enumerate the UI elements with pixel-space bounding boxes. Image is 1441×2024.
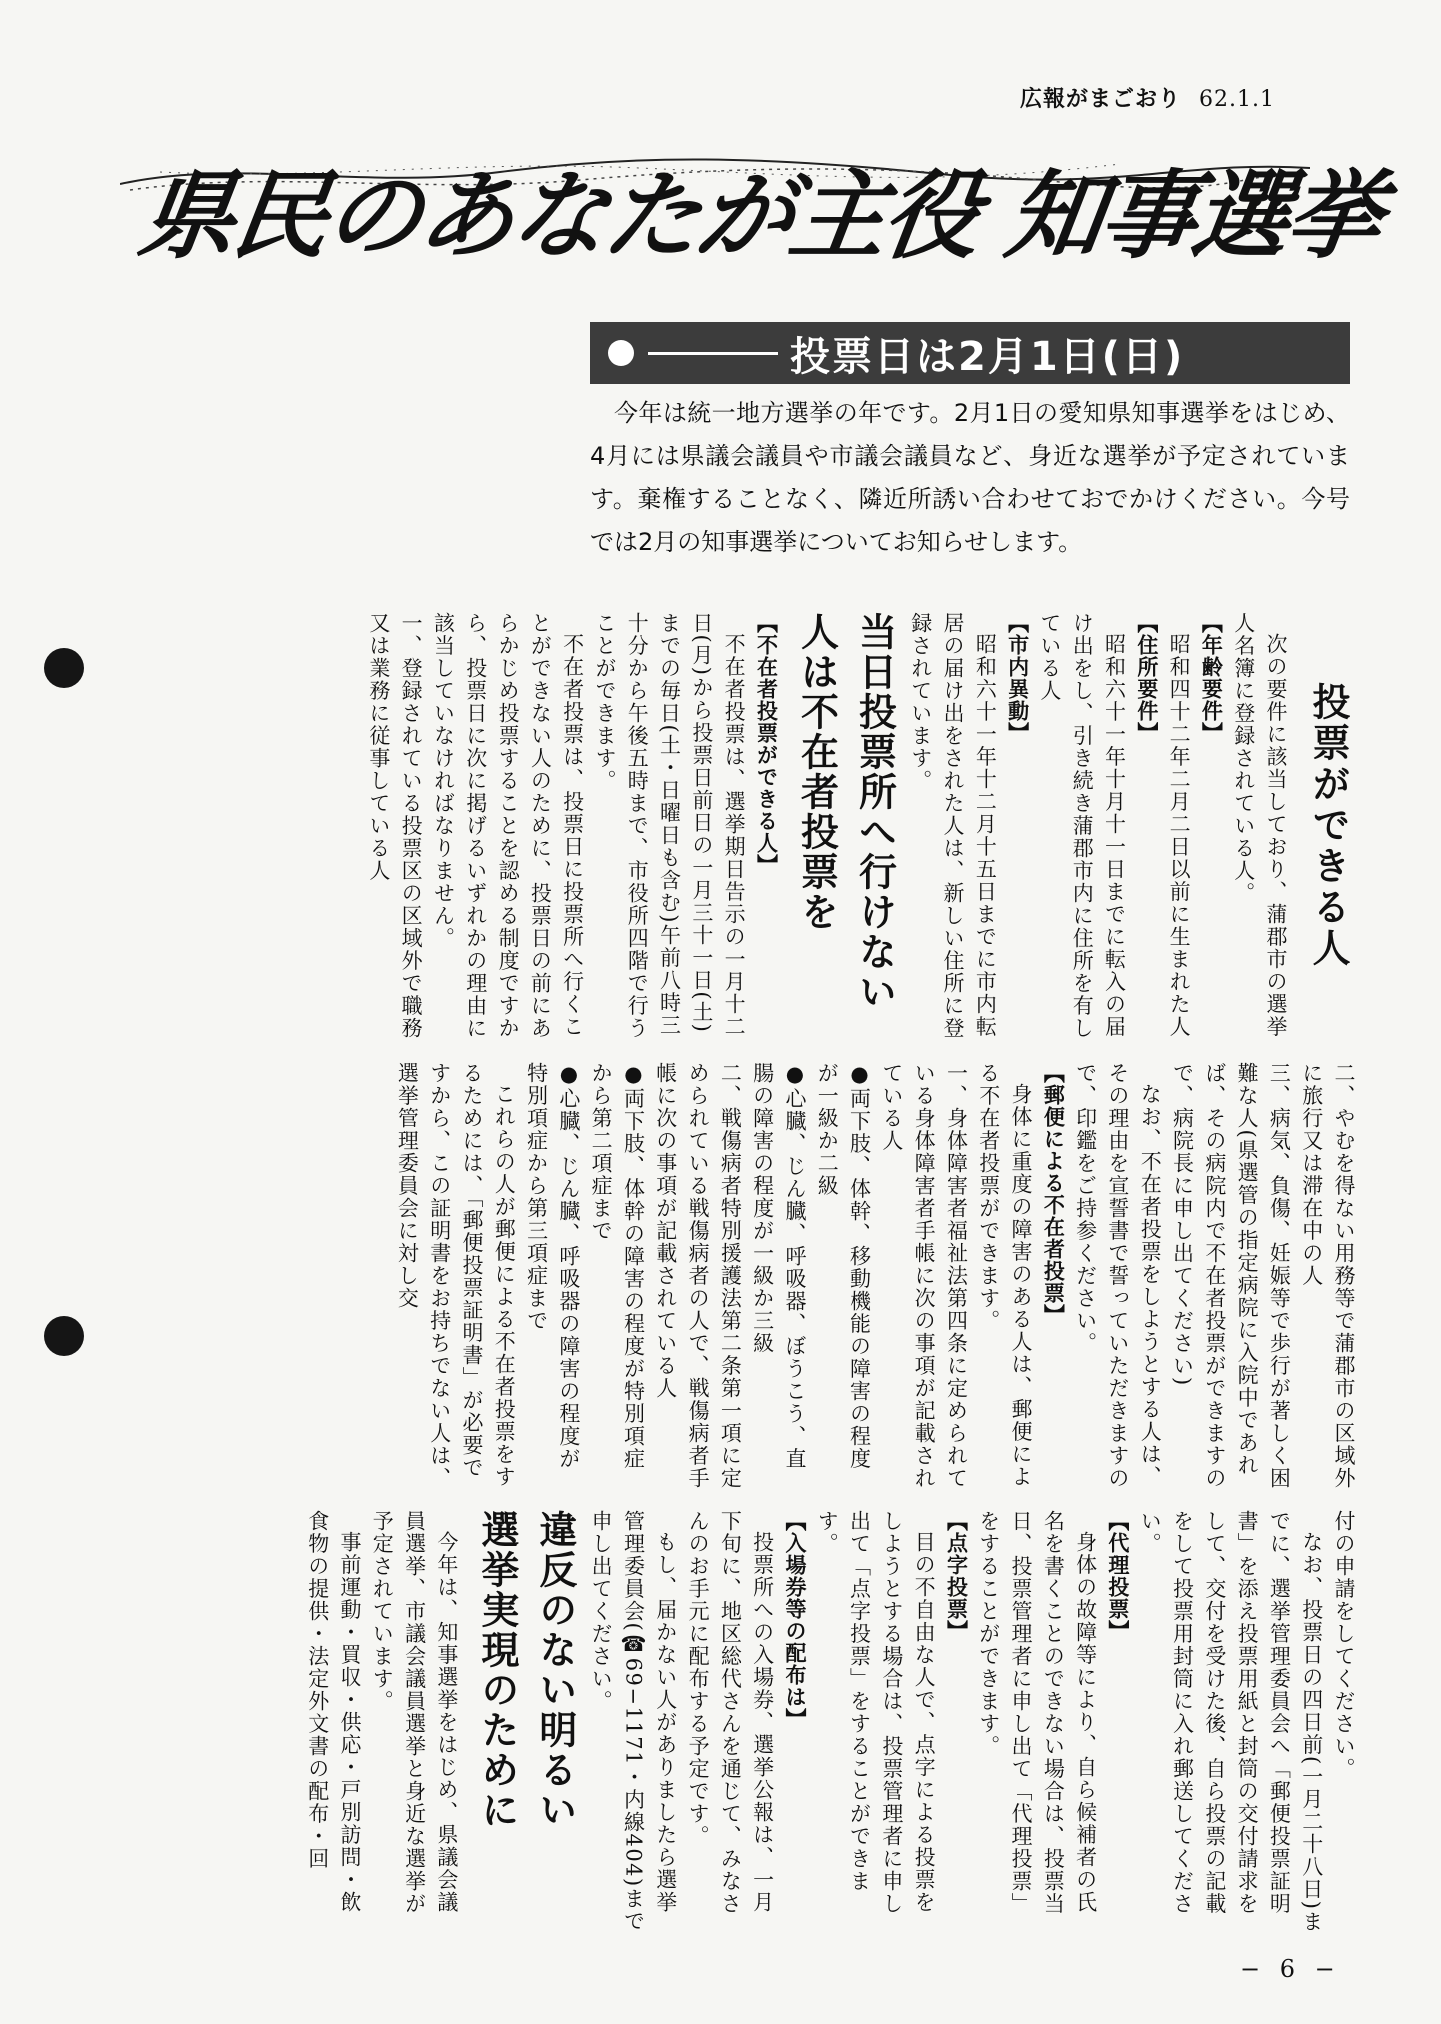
- page-title: 県民のあなたが主役 知事選挙: [132, 160, 1388, 272]
- postal-voting-text: 身体に重度の障害のある人は、郵便による不在者投票ができます。: [976, 1062, 1034, 1488]
- clean-election-text: 今年は、知事選挙をはじめ、県議会議員選挙、市議会議員選挙と身近な選挙が予定されています。: [370, 1510, 459, 1915]
- ticket-contact-text: もし、届かない人がありましたら選挙管理委員会(☎69−1171・内線404)まで申し出てください。: [589, 1510, 678, 1933]
- postal-certificate-text: これらの人が郵便による不在者投票をするためには、「郵便投票証明書」が必要ですから、この証明書をお持ちでない人は、選挙管理委員会に対し交: [395, 1062, 517, 1490]
- bullet-dot-icon: [608, 340, 634, 366]
- section-heading-eligible-voters: 投票ができる人: [1306, 682, 1350, 969]
- ticket-distribution-text: 投票所への入場券、選挙公報は、一月下旬に、地区総代さんを通じて、みなさんのお手元に配布する予定です。: [686, 1510, 775, 1915]
- clean-election-heading-line-2: 選挙実現のために: [474, 1510, 520, 1830]
- age-requirement-text: 昭和四十二年二月二日以前に生まれた人: [1167, 633, 1192, 1038]
- age-requirement-label: 【年齢要件】: [1199, 612, 1224, 744]
- address-requirement-text: 昭和六十一年十月十一日までに転入の届け出をし、引き続き蒲郡市内に住所を有している人: [1037, 612, 1127, 1040]
- article-band-3: [120, 1510, 1360, 1935]
- postal-certificate-continued: 付の申請をしてください。: [1332, 1510, 1356, 1780]
- intro-paragraph: 今年は統一地方選挙の年です。2月1日の愛知県知事選挙をはじめ、4月には県議会議員や市議会議員など、身近な選挙が予定されています。棄権することなく、隣近所誘い合わせておでかけください。今号では2月の知事選挙についてお知らせします。: [590, 399, 1350, 556]
- eligibility-lead: 次の要件に該当しており、蒲郡市の選挙人名簿に登録されている人。: [1231, 612, 1288, 1038]
- braille-voting-text: 目の不自由な人で、点字による投票をしようとする場合は、投票管理者に申し出て「点字投票」をすることができます。: [815, 1510, 937, 1915]
- postal-deadline-text: なお、投票日の四日前(一月二十八日)までに、選挙管理委員会へ「郵便投票証明書」を添え投票用紙と封筒の交付請求をして、交付を受けた後、自ら投票の記載をして投票用封筒に入れ郵送してください。: [1138, 1510, 1324, 1933]
- publication-name: 広報がまごおり: [1020, 87, 1182, 112]
- absentee-heading-line-2: 人は不在者投票を: [794, 612, 840, 932]
- election-date-banner: [590, 322, 1350, 384]
- binder-hole-icon: [44, 1316, 84, 1356]
- prohibited-activities-text: 事前運動・買収・供応・戸別訪問・飲食物の提供・法定外文書の配布・回: [305, 1510, 362, 1914]
- banner-rule: [648, 352, 778, 355]
- braille-voting-label: 【点字投票】: [944, 1510, 969, 1642]
- article-band-2: [120, 1062, 1360, 1492]
- absentee-eligible-label: 【不在者投票ができる人】: [754, 612, 779, 876]
- postal-condition-2: 二、戦傷病者特別援護法第二条第一項に定められている戦傷病者の人で、戦傷病者手帳に次の事項が記載されている人: [653, 1062, 743, 1490]
- absentee-reason-1: 一、登録されている投票区の区域外で職務又は業務に従事している人: [366, 612, 424, 1040]
- header: [1020, 82, 1275, 113]
- clean-election-heading-line-1: 違反のない明るい: [532, 1510, 578, 1830]
- absentee-reason-3: 三、病気、負傷、妊娠等で歩行が著しく困難な人(県選管の指定病院に入院中であれば、その病院内で不在者投票ができますので、病院長に申し出てください): [1170, 1062, 1292, 1490]
- absentee-reason-2: 二、やむを得ない用務等で蒲郡市の区域外に旅行又は滞在中の人: [1299, 1062, 1356, 1490]
- absentee-schedule-text: 不在者投票は、選挙期日告示の一月十二日(月)から投票日前日の一月三十一日(土)までの毎日(土・日曜日も含む)午前八時三十分から午後五時まで、市役所四階で行うことができます。: [592, 612, 747, 1040]
- oath-note: なお、不在者投票をしようとする人は、その理由を宣誓書で誓っていただきますので、印鑑をご持参ください。: [1073, 1062, 1163, 1490]
- page-number: − 6 −: [1240, 1955, 1341, 1983]
- proxy-voting-label: 【代理投票】: [1105, 1510, 1130, 1642]
- postal-condition-1: 一、身体障害者福祉法第四条に定められている身体障害者手帳に次の事項が記載されている人: [879, 1062, 969, 1490]
- article-band-1: [120, 612, 1360, 1042]
- absentee-heading-line-1: 当日投票所へ行けない: [852, 612, 898, 1012]
- address-requirement-label: 【住所要件】: [1134, 612, 1159, 744]
- proxy-voting-text: 身体の故障等により、自ら候補者の氏名を書くことのできない場合は、投票当日、投票管理者に申し出て「代理投票」をすることができます。: [976, 1510, 1098, 1915]
- postal-bullet-2: ●心臓、じん臓、呼吸器、ぼうこう、直腸の障害の程度が一級か三級: [750, 1062, 807, 1470]
- issue-date: 62.1.1: [1199, 87, 1275, 112]
- postal-voting-label: 【郵便による不在者投票】: [1041, 1062, 1066, 1326]
- ticket-distribution-label: 【入場券等の配布は】: [782, 1510, 807, 1730]
- absentee-purpose-text: 不在者投票は、投票日に投票所へ行くことができない人のために、投票日の前にあらかじめ投票することを認める制度ですから、投票日に次に掲げるいずれかの理由に該当していなければなりません。: [431, 612, 585, 1040]
- transfer-label: 【市内異動】: [1005, 612, 1030, 744]
- election-date: 投票日は2月1日(日): [790, 333, 1185, 380]
- binder-hole-icon: [44, 648, 84, 688]
- postal-bullet-4: ●心臓、じん臓、呼吸器の障害の程度が特別項症から第三項症まで: [524, 1062, 581, 1470]
- postal-bullet-1: ●両下肢、体幹、移動機能の障害の程度が一級か二級: [815, 1062, 872, 1470]
- postal-bullet-3: ●両下肢、体幹の障害の程度が特別項症から第二項症まで: [589, 1062, 646, 1470]
- transfer-text: 昭和六十一年十二月十五日までに市内転居の届け出をされた人は、新しい住所に登録されています。: [908, 612, 998, 1040]
